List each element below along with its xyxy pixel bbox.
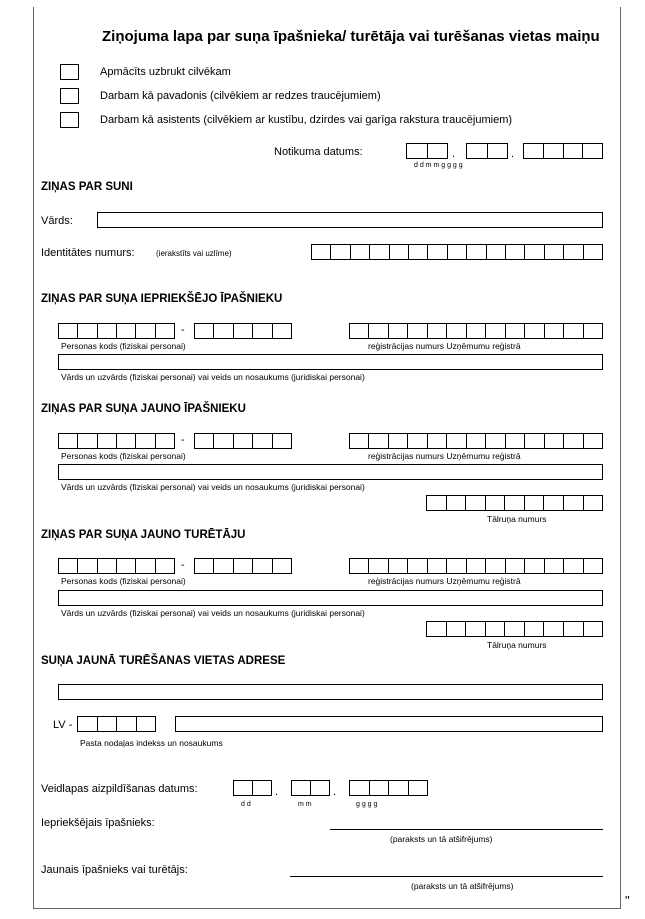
new-owner-code-part1[interactable] xyxy=(58,433,175,449)
phone-caption: Tālruņa numurs xyxy=(487,514,547,524)
new-keeper-name-input[interactable] xyxy=(58,590,603,606)
reg-number-caption: reģistrācijas numurs Uzņēmumu reģistrā xyxy=(368,341,521,351)
event-year-input[interactable] xyxy=(523,143,603,159)
event-date-format: d d m m g g g g xyxy=(414,162,463,169)
signature-caption: (paraksts un tā atšifrējums) xyxy=(390,834,493,844)
new-owner-phone-input[interactable] xyxy=(426,495,603,511)
prev-owner-heading: ZIŅAS PAR SUŅA IEPRIEKŠĒJO ĪPAŠNIEKU xyxy=(41,293,283,305)
closing-quote: " xyxy=(625,893,630,908)
previous-owner-sign-label: Iepriekšējais īpašnieks: xyxy=(41,817,155,829)
previous-owner-signature-line[interactable] xyxy=(330,829,603,830)
new-owner-signature-line[interactable] xyxy=(290,876,603,877)
checkbox-assistance-dog[interactable] xyxy=(60,112,79,128)
date-separator: . xyxy=(333,786,337,798)
new-keeper-code-part2[interactable] xyxy=(194,558,292,574)
personal-code-caption: Personas kods (fiziskai personai) xyxy=(61,451,186,461)
code-dash: - xyxy=(181,559,185,571)
prev-owner-code-part1[interactable] xyxy=(58,323,175,339)
code-dash: - xyxy=(181,324,185,336)
new-owner-heading: ZIŅAS PAR SUŅA JAUNO ĪPAŠNIEKU xyxy=(41,403,246,415)
date-separator: . xyxy=(275,786,279,798)
checkbox-attack-trained[interactable] xyxy=(60,64,79,80)
signature-caption: (paraksts un tā atšifrējums) xyxy=(411,881,514,891)
checkbox-guide-dog[interactable] xyxy=(60,88,79,104)
form-title: Ziņojuma lapa par suņa īpašnieka/ turētāja vai turēšanas vietas maiņu xyxy=(102,28,600,45)
dog-info-heading: ZIŅAS PAR SUNI xyxy=(41,181,133,193)
dog-id-note: (ierakstīts vai uzlīme) xyxy=(156,249,232,258)
fill-year-input[interactable] xyxy=(349,780,428,796)
checkbox-label: Apmācīts uzbrukt cilvēkam xyxy=(100,66,231,78)
prev-owner-name-input[interactable] xyxy=(58,354,603,370)
name-caption: Vārds un uzvārds (fiziskai personai) vai veids un nosaukums (juridiskai personai) xyxy=(61,482,365,492)
new-owner-sign-label: Jaunais īpašnieks vai turētājs: xyxy=(41,864,188,876)
checkbox-label: Darbam kā asistents (cilvēkiem ar kustību, dzirdes vai garīga rakstura traucējumiem) xyxy=(100,114,513,126)
fill-day-input[interactable] xyxy=(233,780,272,796)
fill-month-input[interactable] xyxy=(291,780,330,796)
postal-office-input[interactable] xyxy=(175,716,603,732)
dog-id-label: Identitātes numurs: xyxy=(41,247,135,259)
phone-caption: Tālruņa numurs xyxy=(487,640,547,650)
prev-owner-code-part2[interactable] xyxy=(194,323,292,339)
new-keeper-reg-number[interactable] xyxy=(349,558,603,574)
lv-prefix: LV - xyxy=(53,719,73,731)
personal-code-caption: Personas kods (fiziskai personai) xyxy=(61,341,186,351)
fill-month-format: m m xyxy=(298,801,312,808)
new-keeper-heading: ZIŅAS PAR SUŅA JAUNO TURĒTĀJU xyxy=(41,529,246,541)
postal-caption: Pasta nodaļas indekss un nosaukums xyxy=(80,738,223,748)
address-heading: SUŅA JAUNĀ TURĒŠANAS VIETAS ADRESE xyxy=(41,655,286,667)
event-day-input[interactable] xyxy=(406,143,448,159)
new-keeper-code-part1[interactable] xyxy=(58,558,175,574)
new-keeper-phone-input[interactable] xyxy=(426,621,603,637)
name-caption: Vārds un uzvārds (fiziskai personai) vai veids un nosaukums (juridiskai personai) xyxy=(61,608,365,618)
event-date-label: Notikuma datums: xyxy=(274,146,363,158)
reg-number-caption: reģistrācijas numurs Uzņēmumu reģistrā xyxy=(368,576,521,586)
fill-date-label: Veidlapas aizpildīšanas datums: xyxy=(41,783,198,795)
date-separator: . xyxy=(452,148,456,160)
dog-name-input[interactable] xyxy=(97,212,603,228)
fill-year-format: g g g g xyxy=(356,801,378,808)
new-owner-code-part2[interactable] xyxy=(194,433,292,449)
prev-owner-reg-number[interactable] xyxy=(349,323,603,339)
new-owner-reg-number[interactable] xyxy=(349,433,603,449)
postal-index-input[interactable] xyxy=(77,716,156,732)
fill-day-format: d d xyxy=(241,801,251,808)
dog-id-input[interactable] xyxy=(311,244,603,260)
personal-code-caption: Personas kods (fiziskai personai) xyxy=(61,576,186,586)
new-owner-name-input[interactable] xyxy=(58,464,603,480)
event-month-input[interactable] xyxy=(466,143,508,159)
address-input[interactable] xyxy=(58,684,603,700)
date-separator: . xyxy=(511,148,515,160)
name-caption: Vārds un uzvārds (fiziskai personai) vai veids un nosaukums (juridiskai personai) xyxy=(61,372,365,382)
reg-number-caption: reģistrācijas numurs Uzņēmumu reģistrā xyxy=(368,451,521,461)
dog-name-label: Vārds: xyxy=(41,215,73,227)
checkbox-label: Darbam kā pavadonis (cilvēkiem ar redzes traucējumiem) xyxy=(100,90,381,102)
code-dash: - xyxy=(181,434,185,446)
